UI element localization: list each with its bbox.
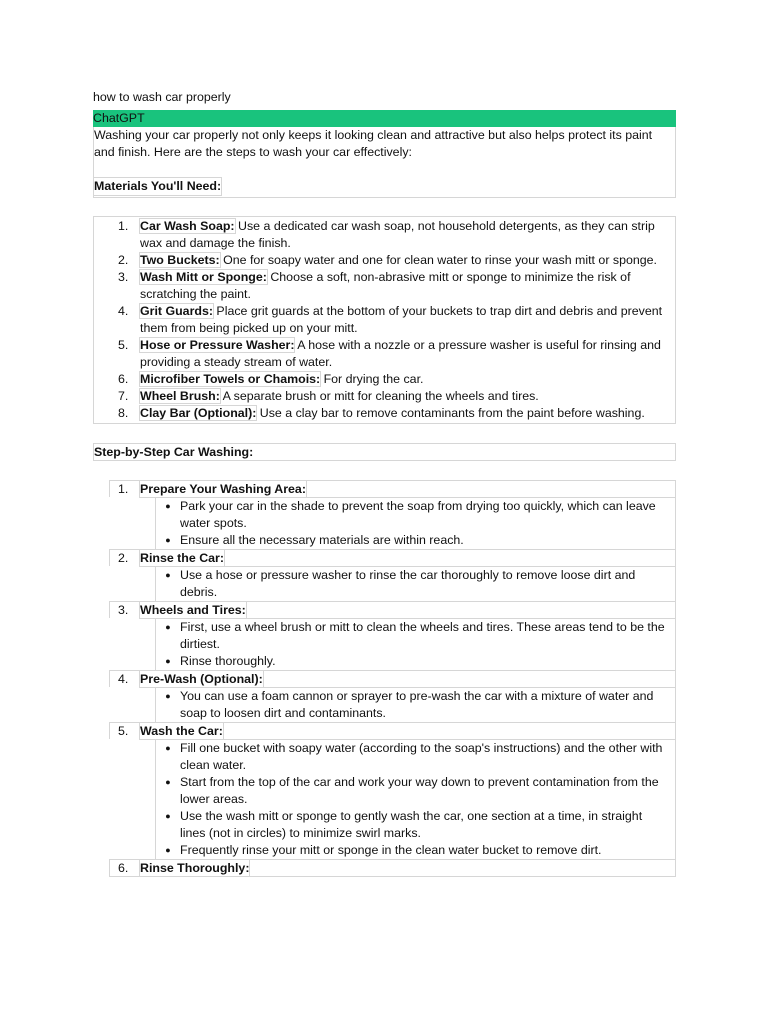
bullet-text: Fill one bucket with soapy water (according to the soap's instructions) and the other with clean water.	[180, 741, 663, 772]
step-title: Wheels and Tires:	[140, 603, 246, 617]
material-description: A separate brush or mitt for cleaning the wheels and tires.	[219, 389, 539, 403]
bullet-dot-icon: ●	[165, 691, 171, 701]
material-text	[140, 269, 675, 303]
step-number	[110, 481, 140, 497]
intro-paragraph: Washing your car properly not only keeps it looking clean and attractive but also helps protect its paint and finish. Here are the steps to wash your car effectively:	[94, 128, 653, 159]
document-page	[93, 88, 676, 877]
material-text	[140, 252, 675, 269]
material-label: Grit Guards:	[140, 304, 213, 318]
step-bullets	[155, 497, 676, 549]
material-text	[140, 405, 675, 422]
material-label: Clay Bar (Optional):	[140, 406, 257, 420]
material-number-text: 4.	[118, 304, 129, 318]
step-number-text: 1.	[118, 482, 129, 496]
material-description: Choose a soft, non-abrasive mitt or sponge to minimize the risk of scratching the paint.	[140, 270, 631, 301]
material-text	[140, 337, 675, 371]
bullet-dot-icon: ●	[165, 777, 171, 787]
step-number-text: 3.	[118, 603, 129, 617]
material-number-text: 7.	[118, 389, 129, 403]
step-number-text: 6.	[118, 861, 129, 875]
step-number-text: 2.	[118, 551, 129, 565]
material-text	[140, 388, 675, 405]
material-number-text: 2.	[118, 253, 129, 267]
bullet-dot-icon: ●	[165, 811, 171, 821]
bullet-item	[156, 688, 675, 722]
material-label: Wheel Brush:	[140, 389, 220, 403]
material-number-text: 5.	[118, 338, 129, 352]
step-number	[110, 602, 140, 618]
material-number-text: 1.	[118, 219, 129, 233]
material-description: Use a dedicated car wash soap, not household detergents, as they can strip wax and damage the finish.	[140, 219, 655, 250]
material-label: Car Wash Soap:	[140, 219, 235, 233]
bullet-item	[156, 532, 675, 549]
material-item	[94, 218, 675, 252]
bullet-dot-icon: ●	[165, 535, 171, 545]
user-query: how to wash car properly	[93, 90, 231, 104]
bullet-text: Ensure all the necessary materials are within reach.	[180, 533, 464, 547]
material-description: Use a clay bar to remove contaminants from the paint before washing.	[256, 406, 645, 420]
step-bullets	[155, 739, 676, 859]
bullet-dot-icon: ●	[165, 656, 171, 666]
bullet-text: First, use a wheel brush or mitt to clean the wheels and tires. These areas tend to be the dirtiest.	[180, 620, 665, 651]
bullet-item	[156, 808, 675, 842]
material-text	[140, 371, 675, 388]
material-number	[94, 218, 140, 252]
material-number	[94, 371, 140, 388]
bullet-text: Start from the top of the car and work your way down to prevent contamination from the lower areas.	[180, 775, 659, 806]
material-number	[94, 269, 140, 303]
bullet-text: Rinse thoroughly.	[180, 654, 276, 668]
bullet-dot-icon: ●	[165, 743, 171, 753]
bullet-dot-icon: ●	[165, 622, 171, 632]
step-bullets	[155, 618, 676, 670]
step-row	[109, 480, 676, 497]
material-text	[140, 303, 675, 337]
material-number	[94, 388, 140, 405]
bullet-item	[156, 567, 675, 601]
material-number	[94, 405, 140, 422]
material-description: Place grit guards at the bottom of your buckets to trap dirt and debris and prevent them from being picked up on your mitt.	[140, 304, 663, 335]
material-number-text: 6.	[118, 372, 129, 386]
bullet-dot-icon: ●	[165, 845, 171, 855]
step-number-text: 4.	[118, 672, 129, 686]
step-bullets	[155, 687, 676, 722]
bullet-item	[156, 498, 675, 532]
bullet-item	[156, 619, 675, 653]
step-row	[109, 549, 676, 566]
step-row	[109, 601, 676, 618]
step-row	[109, 859, 676, 877]
material-item	[94, 303, 675, 337]
bullet-text: Park your car in the shade to prevent the soap from drying too quickly, which can leave water spots.	[180, 499, 656, 530]
material-item	[94, 337, 675, 371]
step-number	[110, 550, 140, 566]
material-label: Hose or Pressure Washer:	[140, 338, 295, 352]
material-description: A hose with a nozzle or a pressure washer is useful for rinsing and providing a steady stream of water.	[140, 338, 661, 369]
bullet-item	[156, 653, 675, 670]
bullet-text: You can use a foam cannon or sprayer to pre-wash the car with a mixture of water and soap to loosen dirt and contaminants.	[180, 689, 654, 720]
material-number-text: 8.	[118, 406, 129, 420]
step-title: Rinse the Car:	[140, 551, 224, 565]
bullet-text: Use the wash mitt or sponge to gently wash the car, one section at a time, in straight lines (not in circles) to minimize swirl marks.	[180, 809, 643, 840]
steps-heading-box	[93, 443, 676, 461]
materials-heading: Materials You'll Need:	[94, 179, 222, 193]
step-number	[110, 723, 140, 739]
bullet-item	[156, 842, 675, 859]
step-number	[110, 671, 140, 687]
step-title: Prepare Your Washing Area:	[140, 482, 306, 496]
step-number-text: 5.	[118, 724, 129, 738]
bullet-item	[156, 740, 675, 774]
bullet-item	[156, 774, 675, 808]
material-text	[140, 218, 675, 252]
bullet-dot-icon: ●	[165, 570, 171, 580]
material-label: Wash Mitt or Sponge:	[140, 270, 267, 284]
step-title: Rinse Thoroughly:	[140, 861, 250, 875]
steps-list	[109, 480, 676, 877]
material-item	[94, 388, 675, 405]
step-title: Pre-Wash (Optional):	[140, 672, 263, 686]
material-item	[94, 405, 675, 422]
material-number	[94, 303, 140, 337]
step-row	[109, 670, 676, 687]
material-description: For drying the car.	[320, 372, 424, 386]
assistant-header-bar	[93, 110, 676, 127]
material-number	[94, 252, 140, 269]
material-item	[94, 252, 675, 269]
material-item	[94, 269, 675, 303]
material-item	[94, 371, 675, 388]
bullet-text: Use a hose or pressure washer to rinse the car thoroughly to remove loose dirt and debris.	[180, 568, 636, 599]
material-label: Two Buckets:	[140, 253, 220, 267]
bullet-text: Frequently rinse your mitt or sponge in the clean water bucket to remove dirt.	[180, 843, 602, 857]
step-number	[110, 860, 140, 876]
steps-heading: Step-by-Step Car Washing:	[94, 445, 254, 459]
material-number	[94, 337, 140, 371]
material-label: Microfiber Towels or Chamois:	[140, 372, 321, 386]
step-bullets	[155, 566, 676, 601]
step-title: Wash the Car:	[140, 724, 223, 738]
material-description: One for soapy water and one for clean water to rinse your wash mitt or sponge.	[219, 253, 657, 267]
intro-box	[93, 127, 676, 198]
material-number-text: 3.	[118, 270, 129, 284]
bullet-dot-icon: ●	[165, 501, 171, 511]
materials-list	[93, 216, 676, 424]
step-row	[109, 722, 676, 739]
assistant-name: ChatGPT	[93, 111, 145, 125]
